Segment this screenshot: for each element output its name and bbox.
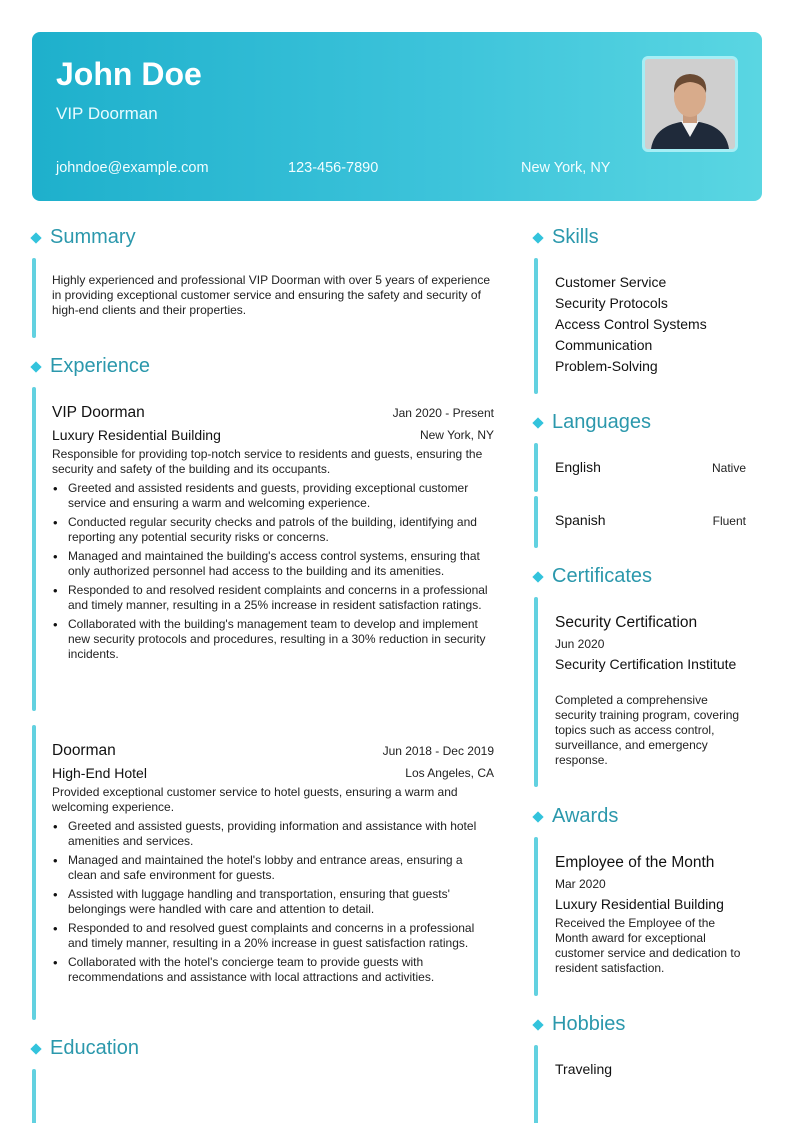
skill-item: Security Protocols: [555, 295, 668, 311]
job-date: Jun 2018 - Dec 2019: [382, 744, 494, 758]
job-bullets: [52, 819, 494, 989]
skill-item: Access Control Systems: [555, 316, 707, 332]
skills-heading-label: Skills: [552, 226, 599, 248]
contact-phone[interactable]: 123-456-7890: [288, 160, 379, 176]
certificate-date: Jun 2020: [555, 637, 605, 651]
skill-item: Problem-Solving: [555, 358, 658, 374]
language-name: Spanish: [555, 512, 606, 528]
job-bullets: [52, 481, 494, 666]
education-heading: [28, 1037, 139, 1060]
hobbies-heading: [530, 1013, 625, 1036]
job-location: New York, NY: [419, 428, 494, 442]
education-heading-label: Education: [50, 1037, 139, 1059]
certificates-heading: [530, 565, 652, 588]
skills-block: [534, 258, 538, 394]
award-issuer: Luxury Residential Building: [555, 896, 724, 912]
list-item: • Managed and maintained the hotel's lobby and entrance areas, ensuring a clean and safe environment for guests.: [52, 853, 494, 883]
skills-heading: [530, 226, 599, 249]
award-date: Mar 2020: [555, 877, 606, 891]
certificates-heading-label: Certificates: [552, 565, 653, 587]
diamond-icon: [30, 1043, 41, 1054]
certificate-item: [534, 597, 538, 787]
list-item: • Greeted and assisted guests, providing information and assistance with hotel amenities and services.: [52, 819, 494, 849]
list-item: • Responded to and resolved resident complaints and concerns in a professional and timely manner, resulting in a 25% increase in resident satisfaction ratings.: [52, 583, 494, 613]
job-title: VIP Doorman: [52, 404, 145, 421]
list-item: • Responded to and resolved guest complaints and concerns in a professional and timely manner, resulting in a 20% increase in guest satisfaction ratings.: [52, 921, 494, 951]
language-item-1: [534, 443, 538, 492]
contact-location: New York, NY: [521, 160, 611, 176]
candidate-role: VIP Doorman: [56, 104, 158, 123]
diamond-icon: [30, 232, 41, 243]
skill-item: Customer Service: [555, 274, 667, 290]
job-company: Luxury Residential Building: [52, 427, 221, 443]
award-title: Employee of the Month: [555, 854, 715, 871]
awards-heading: [530, 805, 618, 828]
person-portrait-icon: [645, 59, 735, 149]
summary-block: [32, 258, 36, 338]
diamond-icon: [532, 1019, 543, 1030]
list-item: • Managed and maintained the building's access control systems, ensuring that only authorized personnel had access to the building and its amenities.: [52, 549, 494, 579]
summary-text: Highly experienced and professional VIP Doorman with over 5 years of experience in providing exceptional customer service and ensuring the safety and security of high-end clients and their properties.: [52, 273, 491, 317]
diamond-icon: [532, 571, 543, 582]
list-item: • Collaborated with the hotel's concierge team to provide guests with recommendations and assistance with local attractions and activities.: [52, 955, 494, 985]
experience-item-1: [32, 387, 36, 711]
diamond-icon: [532, 811, 543, 822]
diamond-icon: [532, 417, 543, 428]
certificate-issuer: Security Certification Institute: [555, 656, 737, 672]
list-item: • Collaborated with the building's management team to develop and implement new security protocols and procedures, resulting in a 30% reduction in security incidents.: [52, 617, 494, 662]
summary-heading-label: Summary: [50, 226, 136, 248]
award-item: [534, 837, 538, 996]
job-location: Los Angeles, CA: [405, 766, 494, 780]
certificate-description: Completed a comprehensive security training program, covering topics such as access control, surveillance, and emergency response.: [555, 693, 740, 767]
language-level: Fluent: [712, 514, 746, 528]
diamond-icon: [532, 232, 543, 243]
awards-heading-label: Awards: [552, 805, 619, 827]
job-description: Provided exceptional customer service to hotel guests, ensuring a warm and welcoming experience.: [52, 785, 458, 814]
profile-photo: [642, 56, 738, 152]
certificate-title: Security Certification: [555, 614, 698, 631]
skill-item: Communication: [555, 337, 653, 353]
language-level: Native: [711, 461, 746, 475]
candidate-name: John Doe: [56, 56, 202, 92]
contact-email[interactable]: johndoe@example.com: [56, 160, 209, 176]
hobbies-heading-label: Hobbies: [552, 1013, 626, 1035]
job-date: Jan 2020 - Present: [392, 406, 494, 420]
languages-heading-label: Languages: [552, 411, 651, 433]
job-company: High-End Hotel: [52, 765, 147, 781]
hobbies-block: [534, 1045, 538, 1123]
list-item: • Greeted and assisted residents and guests, providing exceptional customer service and ensuring a warm and welcoming experience.: [52, 481, 494, 511]
languages-heading: [530, 411, 651, 434]
experience-heading-label: Experience: [50, 355, 151, 377]
education-block: [32, 1069, 36, 1123]
language-name: English: [555, 459, 601, 475]
summary-heading: [28, 226, 136, 249]
diamond-icon: [30, 361, 41, 372]
hobby-item: Traveling: [555, 1061, 613, 1077]
award-description: Received the Employee of the Month award for exceptional customer service and dedication to resident satisfaction.: [555, 916, 741, 975]
experience-item-2: [32, 725, 36, 1020]
experience-heading: [28, 355, 150, 378]
list-item: • Conducted regular security checks and patrols of the building, identifying and reporting any potential security risks or concerns.: [52, 515, 494, 545]
job-title: Doorman: [52, 742, 116, 759]
list-item: • Assisted with luggage handling and transportation, ensuring that guests' belongings were handled with care and attention to detail.: [52, 887, 494, 917]
language-item-2: [534, 496, 538, 548]
job-description: Responsible for providing top-notch service to residents and guests, ensuring the security and safety of the building and its occupants.: [52, 447, 483, 476]
resume-header: [32, 32, 762, 201]
